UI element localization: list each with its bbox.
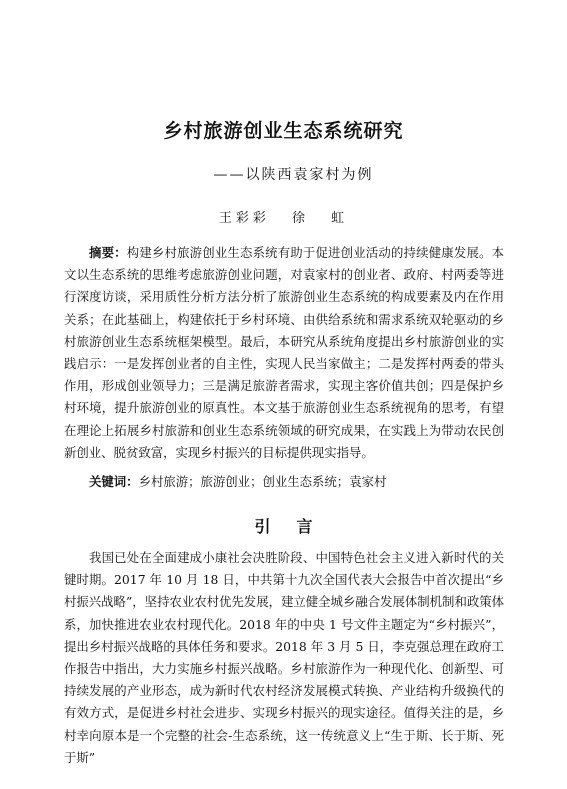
paper-authors: 王彩彩 徐 虹 — [218, 211, 349, 226]
paper-title: 乡村旅游创业生态系统研究 — [163, 120, 404, 142]
paper-subtitle: ——以陕西袁家村为例 — [213, 167, 374, 183]
section-heading-introduction: 引言 — [254, 517, 339, 536]
keywords-label: 关键词： — [89, 474, 139, 489]
keywords-text: 乡村旅游；旅游创业；创业生态系统；袁家村 — [138, 474, 387, 489]
abstract-paragraph — [64, 242, 504, 464]
abstract-text: 构建乡村旅游创业生态系统有助于促进创业活动的持续健康发展。本文以生态系统的思维考虑旅游创业问题，对袁家村的创业者、政府、村两委等进行深度访谈，采用质性分析方法分析了旅游创业生态系统的构成要素及内在作用关系；在此基础上，构建依托于乡村环境、由供给系统和需求系统双轮驱动的乡村旅游创业生态系统框架模型。最后，本研究从系统角度提出乡村旅游创业的实践启示：一是发挥创业者的自主性，实现人民当家做主；二是发挥村两委的带头作用，形成创业领导力；三是满足旅游者需求，实现主客价值共创；四是保护乡村环境，提升旅游创业的原真性。本文基于旅游创业生态系统视角的思考，有望在理论上拓展乡村旅游和创业生态系统领域的研究成果，在实践上为带动农民创新创业、脱贫致富，实现乡村振兴的目标提供现实指导。 — [64, 245, 505, 460]
introduction-paragraph: 我国已处在全面建成小康社会决胜阶段、中国特色社会主义进入新时代的关键时期。2017 年 10 月 18 日，中共第十九次全国代表大会报告中首次提出“乡村振兴战略”，坚持农业农村优先发展，建立健全城乡融合发展体制机制和政策体系，加快推进农业农村现代化。2018 年的中央 1 号文件主题定为“乡村振兴”，提出乡村振兴战略的具体任务和要求。2018 年 3 月 5 日，李克强总理在政府工作报告中指出，大力实施乡村振兴战略。乡村旅游作为一种现代化、创新型、可持续发展的产业形态，成为新时代农村经济发展模式转换、产业结构升级换代的有效方式，是促进乡村社会进步、实现乡村振兴的现实途径。值得关注的是，乡村幸向原本是一个完整的社会-生态系统，这一传统意义上“生于斯、长于斯、死于斯” — [64, 550, 505, 765]
abstract-label: 摘要： — [89, 245, 127, 260]
keywords-paragraph — [64, 471, 504, 493]
